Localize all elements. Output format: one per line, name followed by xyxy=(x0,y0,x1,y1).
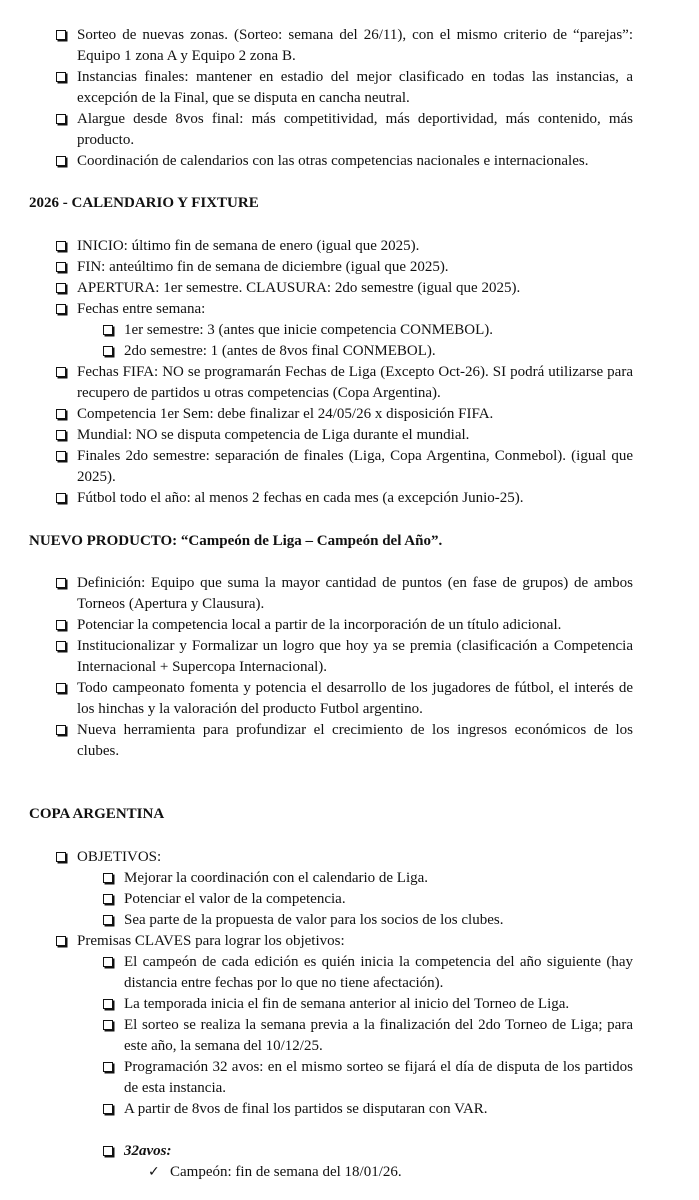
checkbox-icon xyxy=(103,894,113,904)
list-item-text: Todo campeonato fomenta y potencia el desarrollo de los jugadores de fútbol, el interés de los hinchas y la valoración del producto Futbol argentino. xyxy=(77,680,633,717)
checkbox-icon xyxy=(56,367,66,377)
section-heading-calendario: 2026 - CALENDARIO Y FIXTURE xyxy=(29,195,259,211)
list-item-text: Fechas FIFA: NO se programarán Fechas de Liga (Excepto Oct-26). SI podrá utilizarse para recupero de partidos u otras competencias (Copa Argentina). xyxy=(77,364,633,401)
checkbox-icon xyxy=(103,325,113,335)
checkbox-icon xyxy=(103,1020,113,1030)
checkbox-icon xyxy=(103,1104,113,1114)
list-item-text: Potenciar el valor de la competencia. xyxy=(124,891,346,907)
list-item-text: Instancias finales: mantener en estadio del mejor clasificado en todas las instancias, a excepción de la Final, que se disputa en cancha neutral. xyxy=(77,69,633,106)
list-item-text: El campeón de cada edición es quién inicia la competencia del año siguiente (hay distancia entre fechas por lo que no tiene afectación). xyxy=(124,954,633,991)
list-item-text: Definición: Equipo que suma la mayor cantidad de puntos (en fase de grupos) de ambos Torneos (Apertura y Clausura). xyxy=(77,575,633,612)
checkbox-icon xyxy=(103,1146,113,1156)
checkbox-icon xyxy=(56,72,66,82)
list-item-text: Programación 32 avos: en el mismo sorteo se fijará el día de disputa de los partidos de esta instancia. xyxy=(124,1059,633,1096)
checkbox-icon xyxy=(103,999,113,1009)
checkbox-icon xyxy=(56,683,66,693)
checkbox-icon xyxy=(56,451,66,461)
list-item-text: Coordinación de calendarios con las otras competencias nacionales e internacionales. xyxy=(77,153,589,169)
list-item-text: Institucionalizar y Formalizar un logro que hoy ya se premia (clasificación a Competencia Internacional + Supercopa Internacional). xyxy=(77,638,633,675)
checkbox-icon xyxy=(56,578,66,588)
list-item-text: A partir de 8vos de final los partidos se disputaran con VAR. xyxy=(124,1101,488,1117)
list-item-text: APERTURA: 1er semestre. CLAUSURA: 2do semestre (igual que 2025). xyxy=(77,280,521,296)
checkbox-icon xyxy=(56,620,66,630)
checkbox-icon xyxy=(56,493,66,503)
checkbox-icon xyxy=(56,936,66,946)
list-item-text: Campeón: fin de semana del 18/01/26. xyxy=(170,1164,402,1180)
list-item-text: Fútbol todo el año: al menos 2 fechas en cada mes (a excepción Junio-25). xyxy=(77,490,524,506)
checkbox-icon xyxy=(103,873,113,883)
list-item-text: 32avos: xyxy=(124,1143,172,1159)
checkbox-icon xyxy=(56,852,66,862)
list-item-text: Fechas entre semana: xyxy=(77,301,206,317)
checkbox-icon xyxy=(56,262,66,272)
list-item-text: La temporada inicia el fin de semana anterior al inicio del Torneo de Liga. xyxy=(124,996,570,1012)
list-item-text: 1er semestre: 3 (antes que inicie competencia CONMEBOL). xyxy=(124,322,494,338)
checkbox-icon xyxy=(103,915,113,925)
checkbox-icon xyxy=(103,957,113,967)
checkbox-icon xyxy=(103,346,113,356)
list-item-text: El sorteo se realiza la semana previa a la finalización del 2do Torneo de Liga; para este año, la semana del 10/12/25. xyxy=(124,1017,633,1054)
checkmark-icon: ✓ xyxy=(148,1164,160,1180)
list-item-text: FIN: anteúltimo fin de semana de diciembre (igual que 2025). xyxy=(77,259,449,275)
list-item-text: Nueva herramienta para profundizar el crecimiento de los ingresos económicos de los clubes. xyxy=(77,722,633,759)
checkbox-icon xyxy=(56,241,66,251)
checkbox-icon xyxy=(56,156,66,166)
list-item-text: Potenciar la competencia local a partir de la incorporación de un título adicional. xyxy=(77,617,562,633)
list-item-text: Mejorar la coordinación con el calendario de Liga. xyxy=(124,870,429,886)
checkbox-icon xyxy=(56,725,66,735)
list-item-text: 2do semestre: 1 (antes de 8vos final CONMEBOL). xyxy=(124,343,436,359)
list-item-text: OBJETIVOS: xyxy=(77,849,162,865)
list-item-text: Competencia 1er Sem: debe finalizar el 24/05/26 x disposición FIFA. xyxy=(77,406,494,422)
checkbox-icon xyxy=(56,641,66,651)
list-item-text: Mundial: NO se disputa competencia de Liga durante el mundial. xyxy=(77,427,470,443)
checkbox-icon xyxy=(56,304,66,314)
checkbox-icon xyxy=(56,114,66,124)
checkbox-icon xyxy=(56,30,66,40)
list-item-text: Alargue desde 8vos final: más competitividad, más deportividad, más contenido, más producto. xyxy=(77,111,633,148)
list-item-text: Sea parte de la propuesta de valor para los socios de los clubes. xyxy=(124,912,504,928)
list-item-text: INICIO: último fin de semana de enero (igual que 2025). xyxy=(77,238,420,254)
checkbox-icon xyxy=(103,1062,113,1072)
section-heading-producto: NUEVO PRODUCTO: “Campeón de Liga – Campeón del Año”. xyxy=(29,533,443,549)
checkbox-icon xyxy=(56,430,66,440)
list-item-text: Premisas CLAVES para lograr los objetivos: xyxy=(77,933,345,949)
checkbox-icon xyxy=(56,283,66,293)
list-item-text: Sorteo de nuevas zonas. (Sorteo: semana del 26/11), con el mismo criterio de “parejas”: Equipo 1 zona A y Equipo 2 zona B. xyxy=(77,27,633,64)
checkbox-icon xyxy=(56,409,66,419)
list-item-text: Finales 2do semestre: separación de finales (Liga, Copa Argentina, Conmebol). (igual que 2025). xyxy=(77,448,633,485)
section-heading-copa: COPA ARGENTINA xyxy=(29,806,165,822)
